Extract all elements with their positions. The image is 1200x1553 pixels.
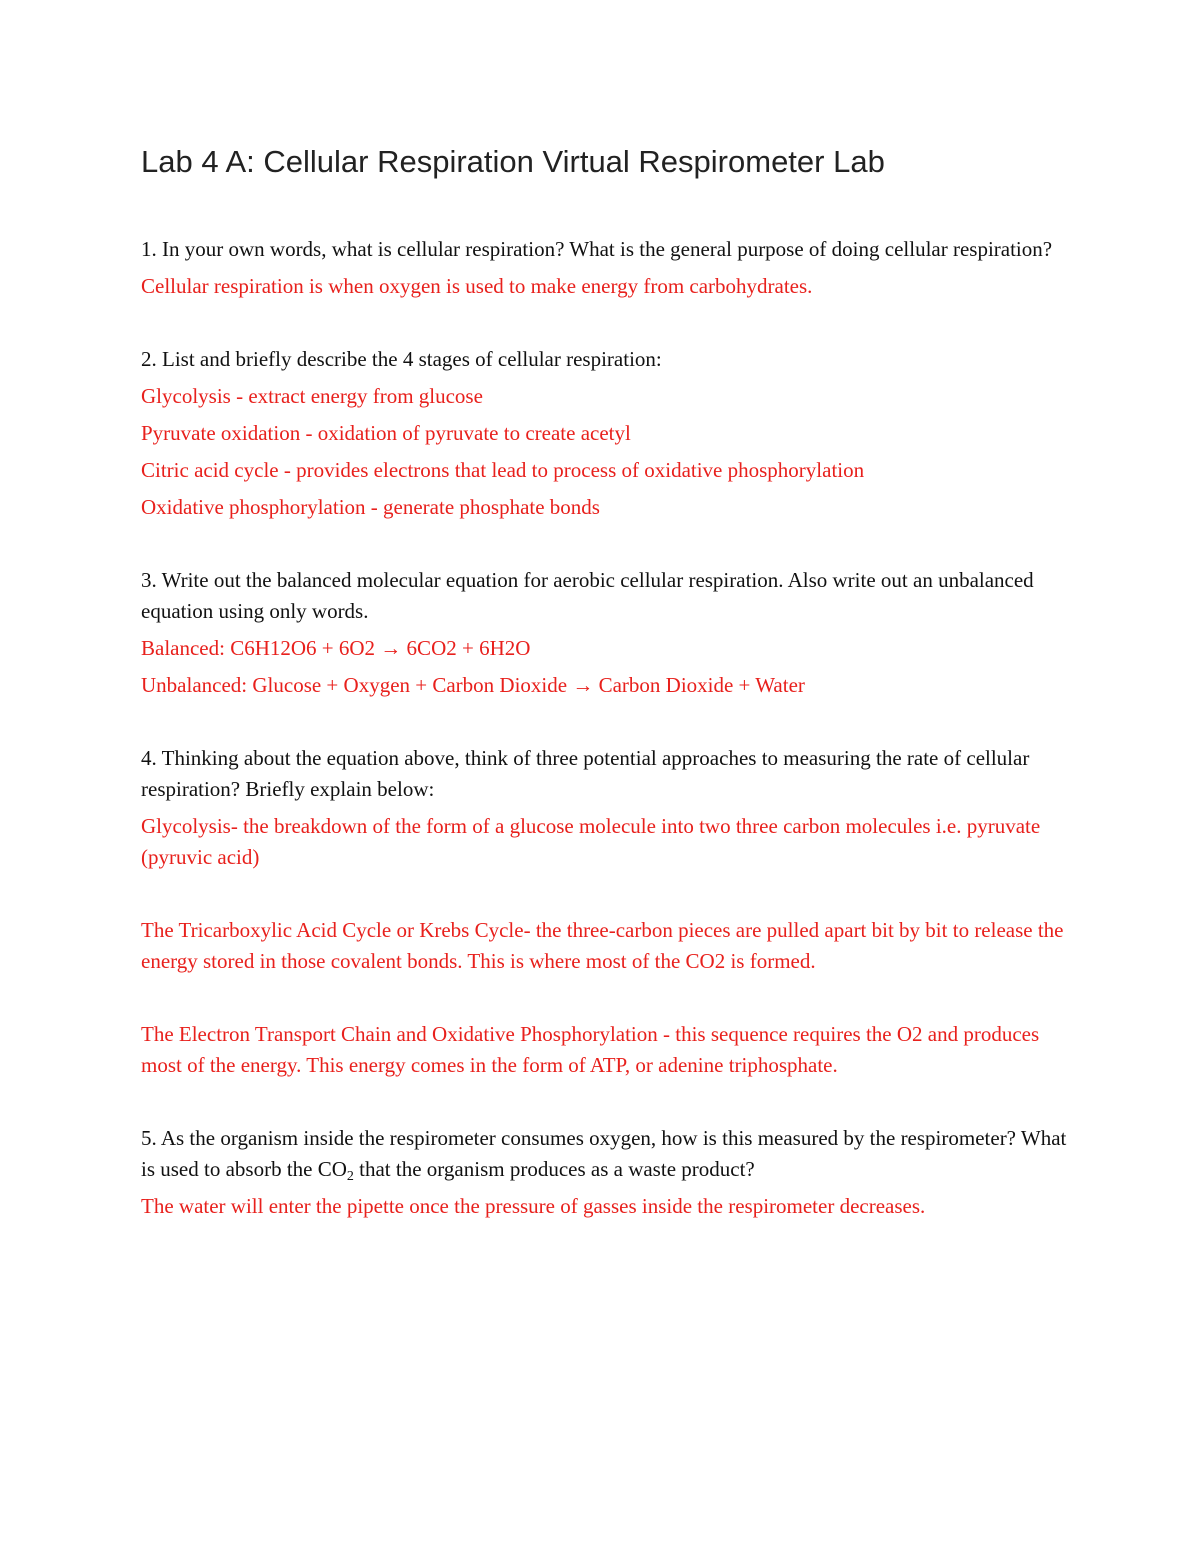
- document-content: [141, 140, 1071, 1228]
- answer-2-stage-3: Citric acid cycle - provides electrons that lead to process of oxidative phosphorylation: [141, 458, 865, 482]
- answer-3-unbalanced: Unbalanced: Glucose + Oxygen + Carbon Dioxide → Carbon Dioxide + Water: [141, 673, 805, 697]
- spacer: [141, 308, 1071, 344]
- question-block-4: [141, 743, 1071, 1081]
- question-3: 3. Write out the balanced molecular equation for aerobic cellular respiration. Also write out an unbalanced equation using only words.: [141, 568, 1034, 623]
- answer-4-approach-1: Glycolysis- the breakdown of the form of a glucose molecule into two three carbon molecules i.e. pyruvate (pyruvic acid): [141, 814, 1041, 869]
- answer-2-stage-1: Glycolysis - extract energy from glucose: [141, 384, 483, 408]
- question-1: 1. In your own words, what is cellular respiration? What is the general purpose of doing cellular respiration?: [141, 237, 1053, 261]
- answer-2-stage-4: Oxidative phosphorylation - generate phosphate bonds: [141, 495, 600, 519]
- spacer: [141, 1087, 1071, 1123]
- co2-subscript: 2: [346, 1169, 354, 1184]
- spacer: [141, 707, 1071, 743]
- answer-5: The water will enter the pipette once the pressure of gasses inside the respirometer decreases.: [141, 1194, 926, 1218]
- question-block-3: [141, 565, 1071, 701]
- answer-3-balanced: Balanced: C6H12O6 + 6O2 → 6CO2 + 6H2O: [141, 636, 531, 660]
- question-4: 4. Thinking about the equation above, think of three potential approaches to measuring the rate of cellular respiration? Briefly explain below:: [141, 746, 1030, 801]
- spacer: [141, 983, 1071, 1019]
- question-5-text-b: that the organism produces as a waste product?: [353, 1157, 755, 1181]
- answer-2-stage-2: Pyruvate oxidation - oxidation of pyruvate to create acetyl: [141, 421, 631, 445]
- question-block-1: [141, 234, 1071, 302]
- page-title: Lab 4 A: Cellular Respiration Virtual Respirometer Lab: [141, 144, 885, 179]
- answer-4-approach-2: The Tricarboxylic Acid Cycle or Krebs Cycle- the three-carbon pieces are pulled apart bit by bit to release the energy stored in those covalent bonds. This is where most of the CO2 is formed.: [141, 918, 1064, 973]
- question-2: 2. List and briefly describe the 4 stages of cellular respiration:: [141, 347, 662, 371]
- question-block-5: [141, 1123, 1071, 1222]
- question-5-text-a: 5. As the organism inside the respirometer consumes oxygen, how is this measured by the respirometer? What is used to absorb the CO: [141, 1126, 1067, 1181]
- question-5: [141, 1123, 1071, 1185]
- answer-4-approach-3: The Electron Transport Chain and Oxidative Phosphorylation - this sequence requires the O2 and produces most of the energy. This energy comes in the form of ATP, or adenine triphosphate.: [141, 1022, 1040, 1077]
- spacer: [141, 879, 1071, 915]
- answer-1: Cellular respiration is when oxygen is used to make energy from carbohydrates.: [141, 274, 813, 298]
- question-block-2: [141, 344, 1071, 523]
- spacer: [141, 529, 1071, 565]
